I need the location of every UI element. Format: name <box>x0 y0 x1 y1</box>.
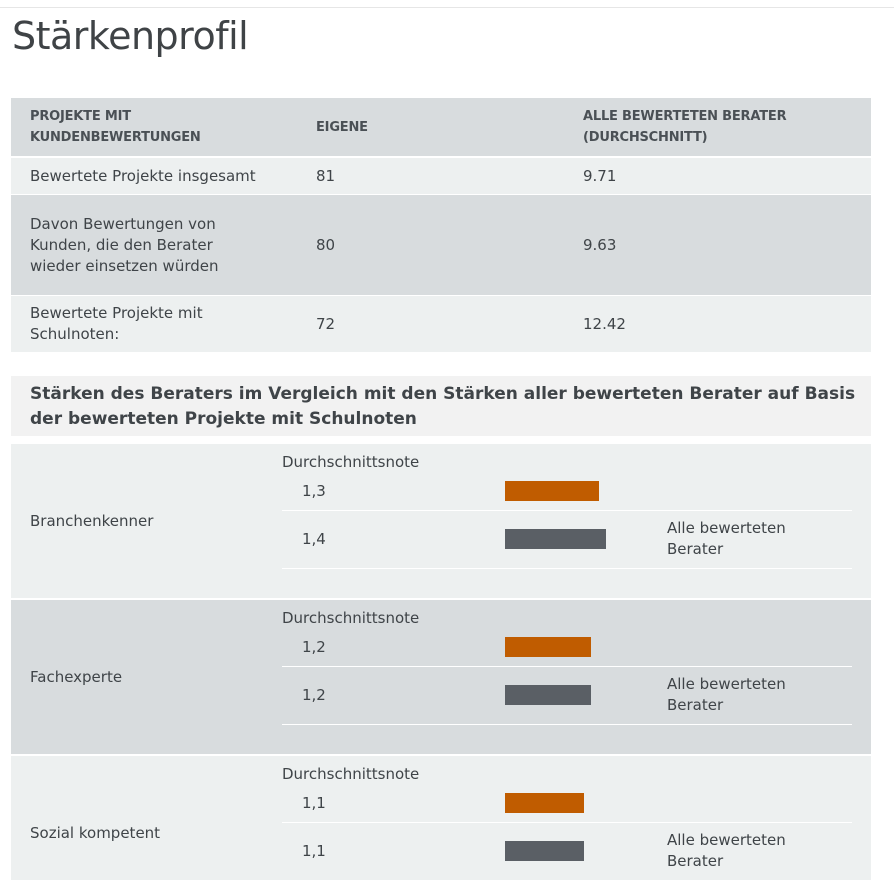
average-grade-label: Durchschnittsnote <box>282 609 420 627</box>
all-grade-bar <box>505 841 584 861</box>
row-divider <box>282 510 852 511</box>
strength-name: Sozial kompetent <box>30 824 161 842</box>
table-row <box>11 194 871 295</box>
strength-name: Fachexperte <box>30 668 123 686</box>
row-divider <box>282 568 852 569</box>
strengths-heading: Stärken des Beraters im Vergleich mit den Stärken aller bewerteten Berater auf Basis der bewerteten Projekte mit Schulnoten <box>11 376 871 436</box>
average-grade-label: Durchschnittsnote <box>282 765 420 783</box>
own-grade-bar <box>505 637 591 657</box>
row-own-value: 81 <box>316 167 336 185</box>
row-label: Bewertete Projekte mit Schulnoten: <box>30 304 203 343</box>
top-divider <box>0 7 894 8</box>
row-avg-value: 12.42 <box>583 315 626 333</box>
all-consultants-label: Alle bewerteten Berater <box>667 831 786 870</box>
row-divider <box>282 724 852 725</box>
strength-block-branchenkenner <box>11 444 871 598</box>
table-row <box>11 295 871 352</box>
strength-block-sozial-kompetent <box>11 756 871 880</box>
own-grade: 1,1 <box>302 794 326 812</box>
all-grade: 1,4 <box>302 530 326 548</box>
all-consultants-label: Alle bewerteten Berater <box>667 675 786 714</box>
strength-name: Branchenkenner <box>30 512 154 530</box>
column-header-projects: PROJEKTE MIT KUNDENBEWERTUNGEN <box>30 109 201 145</box>
own-grade-bar <box>505 793 584 813</box>
row-divider <box>282 666 852 667</box>
row-avg-value: 9.71 <box>583 167 617 185</box>
page-title: Stärkenprofil <box>12 14 249 58</box>
row-label: Davon Bewertungen von Kunden, die den Berater wieder einsetzen würden <box>30 214 219 275</box>
all-grade: 1,1 <box>302 842 326 860</box>
all-consultants-label: Alle bewerteten Berater <box>667 519 786 558</box>
table-header-row <box>11 98 871 156</box>
strength-block-fachexperte <box>11 600 871 754</box>
own-grade: 1,3 <box>302 482 326 500</box>
average-grade-label: Durchschnittsnote <box>282 453 420 471</box>
column-header-all: ALLE BEWERTETEN BERATER (DURCHSCHNITT) <box>583 109 787 145</box>
own-grade: 1,2 <box>302 638 326 656</box>
summary-table <box>11 98 871 352</box>
row-avg-value: 9.63 <box>583 236 617 254</box>
row-divider <box>282 822 852 823</box>
row-own-value: 72 <box>316 315 336 333</box>
all-grade: 1,2 <box>302 686 326 704</box>
table-row <box>11 156 871 194</box>
column-header-own: EIGENE <box>316 119 368 135</box>
row-label: Bewertete Projekte insgesamt <box>30 166 256 185</box>
row-own-value: 80 <box>316 236 336 254</box>
all-grade-bar <box>505 529 606 549</box>
own-grade-bar <box>505 481 599 501</box>
all-grade-bar <box>505 685 591 705</box>
